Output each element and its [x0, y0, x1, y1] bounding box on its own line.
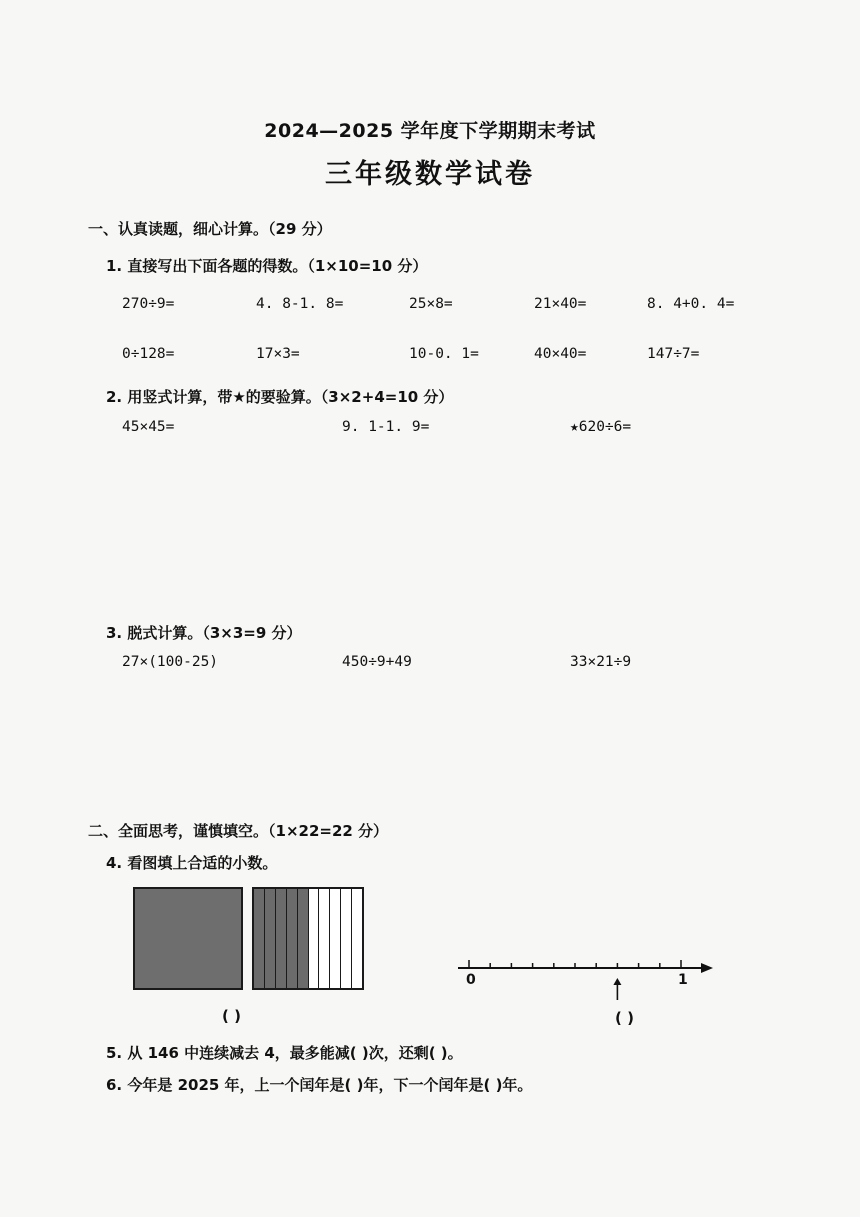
shaded-strip: [298, 889, 309, 988]
q2-label: 2. 用竖式计算，带★的要验算。（3×2+4=10 分）: [106, 388, 454, 406]
empty-strip: [330, 889, 341, 988]
q1-item: 40×40=: [534, 346, 587, 362]
q2-item: 9. 1-1. 9=: [342, 419, 430, 435]
shaded-strip: [265, 889, 276, 988]
exam-subtitle: 2024—2025 学年度下学期期末考试: [264, 120, 596, 142]
q2-item: 45×45=: [122, 419, 175, 435]
q3-item: 33×21÷9: [570, 654, 632, 670]
answer-blank-left: ( ): [222, 1007, 241, 1025]
empty-strip: [319, 889, 330, 988]
shaded-strip: [254, 889, 265, 988]
section1-heading: 一、认真读题，细心计算。（29 分）: [88, 220, 332, 238]
empty-strip: [341, 889, 352, 988]
shaded-strip: [287, 889, 298, 988]
number-line-pointer-head: [613, 978, 621, 985]
q3-label: 3. 脱式计算。（3×3=9 分）: [106, 624, 302, 642]
q3-item: 450÷9+49: [342, 654, 412, 670]
shaded-strip: [276, 889, 287, 988]
answer-blank-right: ( ): [615, 1009, 634, 1027]
empty-strip: [309, 889, 320, 988]
number-line-start-label: 0: [466, 972, 476, 988]
q1-label: 1. 直接写出下面各题的得数。（1×10=10 分）: [106, 257, 428, 275]
empty-strip: [352, 889, 362, 988]
section2-heading: 二、全面思考，谨慎填空。（1×22=22 分）: [88, 822, 389, 840]
number-line-end-label: 1: [678, 972, 688, 988]
q1-item: 8. 4+0. 4=: [647, 296, 735, 312]
q3-item: 27×(100-25): [122, 654, 219, 670]
number-line-arrowhead: [701, 963, 713, 973]
q1-item: 270÷9=: [122, 296, 175, 312]
q1-item: 10-0. 1=: [409, 346, 479, 362]
exam-title: 三年级数学试卷: [325, 159, 535, 190]
q6-label: 6. 今年是 2025 年，上一个闰年是( )年，下一个闰年是( )年。: [106, 1076, 533, 1094]
q1-item: 17×3=: [256, 346, 300, 362]
q4-label: 4. 看图填上合适的小数。: [106, 854, 278, 872]
tenths-strip-figure: [252, 887, 364, 990]
q1-item: 4. 8-1. 8=: [256, 296, 344, 312]
whole-shaded-square: [133, 887, 243, 990]
q1-item: 0÷128=: [122, 346, 175, 362]
q1-item: 147÷7=: [647, 346, 700, 362]
q1-item: 25×8=: [409, 296, 453, 312]
q5-label: 5. 从 146 中连续减去 4，最多能减( )次，还剩( )。: [106, 1044, 463, 1062]
q2-item: ★620÷6=: [570, 419, 632, 435]
q1-item: 21×40=: [534, 296, 587, 312]
